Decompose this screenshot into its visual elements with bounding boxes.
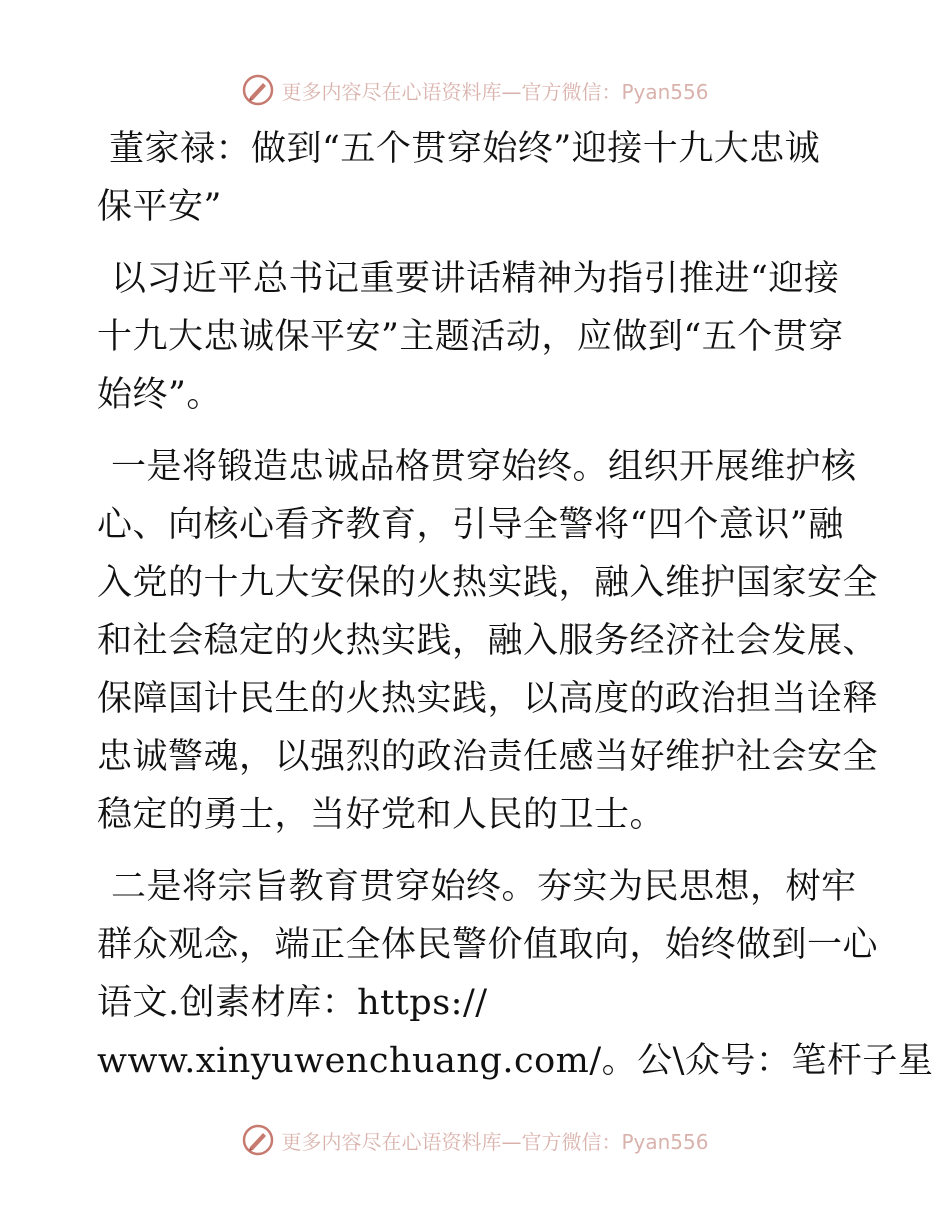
watermark-text: 更多内容尽在心语资料库—官方微信：Pyan556 — [281, 1129, 709, 1154]
paragraph-line: 以习近平总书记重要讲话精神为指引推进“迎接 — [111, 259, 840, 299]
pen-logo-icon — [241, 73, 275, 107]
paragraph-intro — [97, 250, 857, 424]
paragraph-line: 十九大忠诚保平安”主题活动，应做到“五个贯穿 — [97, 317, 844, 357]
paragraph-line: 心、向核心看齐教育，引导全警将“四个意识”融 — [97, 505, 844, 545]
paragraph-line: 忠诚警魂，以强烈的政治责任感当好维护社会安全 — [97, 737, 879, 777]
paragraph-line: 和社会稳定的火热实践，融入服务经济社会发展、 — [97, 621, 879, 661]
document-body — [97, 120, 934, 1090]
paragraph-line: 始终”。 — [97, 375, 222, 415]
paragraph-first-point — [97, 438, 879, 844]
paragraph-line: 保障国计民生的火热实践，以高度的政治担当诠释 — [97, 679, 879, 719]
paragraph-line: 稳定的勇士，当好党和人民的卫士。 — [97, 795, 666, 835]
paragraph-line: 入党的十九大安保的火热实践，融入维护国家安全 — [97, 563, 879, 603]
paragraph-line: 二是将宗旨教育贯穿始终。夯实为民思想，树牢 — [111, 867, 857, 907]
pen-logo-icon — [241, 1123, 275, 1157]
paragraph-line: www.xinyuwenchuang.com/。公\众号：笔杆子星 — [97, 1041, 934, 1081]
paragraph-line: 一是将锻造忠诚品格贯穿始终。组织开展维护核 — [111, 447, 857, 487]
watermark-header — [0, 70, 950, 110]
title-line: 董家禄：做到“五个贯穿始终”迎接十九大忠诚 — [109, 129, 821, 169]
title-line: 保平安” — [97, 187, 222, 227]
paragraph-line: 语文.创素材库：https:// — [97, 983, 488, 1023]
paragraph-second-point — [97, 858, 934, 1090]
watermark-text: 更多内容尽在心语资料库—官方微信：Pyan556 — [281, 79, 709, 104]
document-title — [97, 120, 857, 236]
paragraph-line: 群众观念，端正全体民警价值取向，始终做到一心 — [97, 925, 879, 965]
watermark-footer — [0, 1120, 950, 1160]
